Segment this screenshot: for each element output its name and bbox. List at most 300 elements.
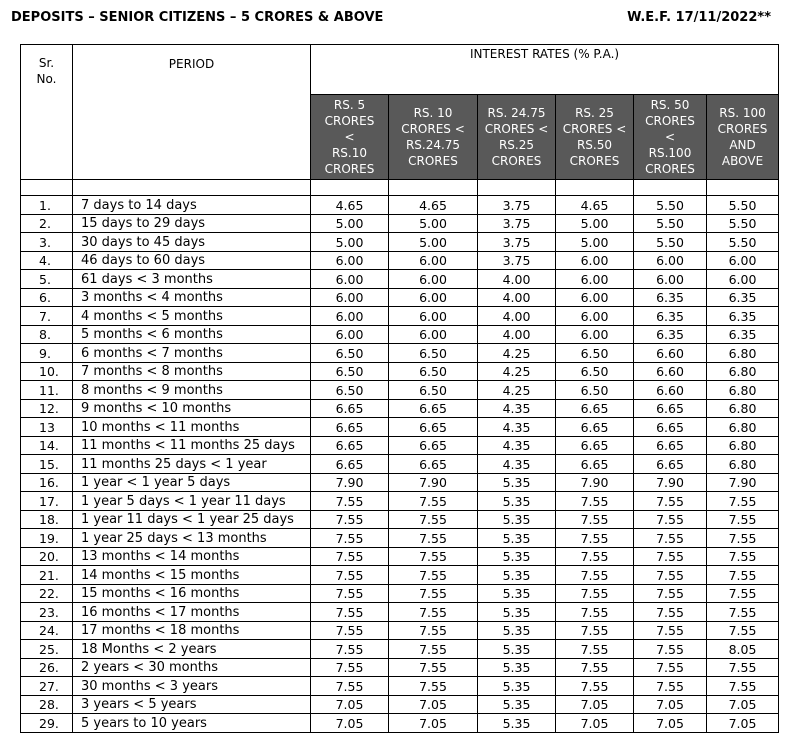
- period-cell: 16 months < 17 months: [73, 603, 311, 622]
- rate-cell: 7.55: [389, 621, 478, 640]
- rate-cell: 5.00: [389, 214, 478, 233]
- rate-cell: 6.80: [707, 455, 779, 474]
- table-body: [21, 196, 779, 733]
- rate-cell: 6.80: [707, 399, 779, 418]
- rate-cell: 7.55: [634, 677, 707, 696]
- table-row: [21, 714, 779, 733]
- rate-cell: 5.35: [478, 695, 556, 714]
- rate-cell: 7.55: [389, 677, 478, 696]
- period-cell: 61 days < 3 months: [73, 270, 311, 289]
- rate-cell: 6.00: [389, 251, 478, 270]
- rate-cell: 6.60: [634, 381, 707, 400]
- rate-cell: 7.55: [707, 510, 779, 529]
- rate-cell: 5.50: [707, 233, 779, 252]
- slab-header-line: RS. 24.75: [487, 106, 546, 120]
- interest-rates-table: [20, 44, 779, 733]
- spacer-row: [21, 180, 779, 196]
- rate-cell: 7.55: [311, 492, 389, 511]
- rate-cell: 5.35: [478, 640, 556, 659]
- rate-cell: 6.00: [634, 270, 707, 289]
- rate-cell: 6.50: [556, 381, 634, 400]
- rate-cell: 7.55: [556, 492, 634, 511]
- sr-no-cell: 23.: [21, 603, 73, 622]
- rate-cell: 7.05: [707, 695, 779, 714]
- slab-header-line: CRORES: [324, 162, 375, 176]
- rate-cell: 5.35: [478, 510, 556, 529]
- table-row: [21, 547, 779, 566]
- rate-cell: 6.65: [556, 436, 634, 455]
- rate-cell: 6.60: [634, 362, 707, 381]
- rate-cell: 7.55: [389, 584, 478, 603]
- rate-cell: 5.00: [556, 233, 634, 252]
- sr-no-cell: 16.: [21, 473, 73, 492]
- slab-header-line: AND: [729, 138, 756, 152]
- rate-cell: 7.55: [707, 584, 779, 603]
- rate-cell: 7.55: [556, 566, 634, 585]
- slab-header-line: RS.10: [331, 146, 368, 160]
- sr-no-cell: 9.: [21, 344, 73, 363]
- rate-cell: 6.65: [634, 436, 707, 455]
- period-cell: 15 months < 16 months: [73, 584, 311, 603]
- rate-cell: 4.65: [556, 196, 634, 215]
- rate-cell: 7.55: [556, 658, 634, 677]
- rate-cell: 6.35: [634, 307, 707, 326]
- table-row: [21, 473, 779, 492]
- interest-rates-header: INTEREST RATES (% P.A.): [311, 45, 779, 95]
- slab-header-line: CRORES: [491, 154, 542, 168]
- sr-no-cell: 12.: [21, 399, 73, 418]
- rate-cell: 6.80: [707, 418, 779, 437]
- rate-cell: 7.55: [707, 566, 779, 585]
- rate-cell: 5.35: [478, 473, 556, 492]
- rate-cell: 4.65: [389, 196, 478, 215]
- rate-cell: 7.55: [556, 584, 634, 603]
- table-row: [21, 492, 779, 511]
- period-cell: 11 months < 11 months 25 days: [73, 436, 311, 455]
- rate-cell: 6.35: [707, 288, 779, 307]
- rate-cell: 6.00: [311, 270, 389, 289]
- sr-no-cell: 18.: [21, 510, 73, 529]
- rate-cell: 6.65: [311, 455, 389, 474]
- table-row: [21, 233, 779, 252]
- sr-no-cell: 14.: [21, 436, 73, 455]
- rate-cell: 4.00: [478, 307, 556, 326]
- period-cell: 10 months < 11 months: [73, 418, 311, 437]
- effective-date: W.E.F. 17/11/2022**: [627, 10, 771, 25]
- rate-cell: 4.35: [478, 418, 556, 437]
- rate-cell: 5.35: [478, 529, 556, 548]
- rate-cell: 6.00: [634, 251, 707, 270]
- rate-cell: 4.65: [311, 196, 389, 215]
- rate-cell: 7.55: [556, 621, 634, 640]
- table-row: [21, 251, 779, 270]
- rate-cell: 7.05: [556, 695, 634, 714]
- sr-no-cell: 2.: [21, 214, 73, 233]
- rate-cell: 6.65: [389, 455, 478, 474]
- rate-cell: 7.55: [634, 584, 707, 603]
- table-row: [21, 621, 779, 640]
- rate-cell: 5.35: [478, 714, 556, 733]
- rate-cell: 6.00: [389, 307, 478, 326]
- rate-cell: 6.65: [634, 418, 707, 437]
- slab-header-line: CRORES: [717, 122, 768, 136]
- rate-cell: 5.35: [478, 621, 556, 640]
- rate-cell: 6.00: [311, 251, 389, 270]
- slab-header-line: RS.100: [648, 146, 692, 160]
- rate-cell: 6.00: [389, 270, 478, 289]
- rate-cell: 7.05: [707, 714, 779, 733]
- rate-cell: 7.90: [634, 473, 707, 492]
- slab-header-5: [634, 95, 707, 180]
- slab-header-6: [707, 95, 779, 180]
- slab-header-line: CRORES: [569, 154, 620, 168]
- sr-no-header: [21, 45, 73, 180]
- rate-cell: 5.00: [556, 214, 634, 233]
- rate-cell: 7.55: [707, 547, 779, 566]
- rate-cell: 4.35: [478, 399, 556, 418]
- slab-header-line: CRORES <: [401, 122, 465, 136]
- rate-cell: 7.55: [389, 658, 478, 677]
- sr-no-cell: 4.: [21, 251, 73, 270]
- rate-cell: 6.80: [707, 344, 779, 363]
- rate-cell: 6.00: [556, 307, 634, 326]
- rate-cell: 6.00: [389, 288, 478, 307]
- rate-cell: 4.00: [478, 270, 556, 289]
- sr-no-cell: 11.: [21, 381, 73, 400]
- sr-no-cell: 1.: [21, 196, 73, 215]
- rate-cell: 7.90: [556, 473, 634, 492]
- table-row: [21, 288, 779, 307]
- rate-cell: 7.55: [634, 547, 707, 566]
- rate-cell: 7.55: [389, 492, 478, 511]
- slab-header-line: CRORES <: [562, 122, 627, 136]
- sr-no-cell: 28.: [21, 695, 73, 714]
- sr-no-cell: 17.: [21, 492, 73, 511]
- rate-cell: 6.00: [707, 270, 779, 289]
- rate-cell: 7.05: [634, 714, 707, 733]
- rate-cell: 7.55: [707, 492, 779, 511]
- rate-cell: 6.65: [556, 455, 634, 474]
- rate-cell: 7.55: [556, 603, 634, 622]
- rate-cell: 5.50: [634, 196, 707, 215]
- rate-cell: 5.35: [478, 658, 556, 677]
- sr-no-cell: 19.: [21, 529, 73, 548]
- table-row: [21, 307, 779, 326]
- sr-label: Sr.: [38, 56, 55, 70]
- sr-no-cell: 10.: [21, 362, 73, 381]
- rate-cell: 6.65: [634, 455, 707, 474]
- rate-cell: 7.55: [707, 529, 779, 548]
- rate-cell: 7.55: [389, 510, 478, 529]
- rate-cell: 5.35: [478, 603, 556, 622]
- rate-cell: 4.25: [478, 344, 556, 363]
- table-row: [21, 214, 779, 233]
- sr-no-cell: 6.: [21, 288, 73, 307]
- rate-cell: 7.55: [634, 566, 707, 585]
- rate-cell: 7.05: [389, 695, 478, 714]
- table-row: [21, 566, 779, 585]
- rate-cell: 6.35: [707, 307, 779, 326]
- rate-cell: 5.35: [478, 677, 556, 696]
- rate-cell: 5.35: [478, 547, 556, 566]
- slab-header-line: CRORES: [645, 162, 695, 176]
- period-cell: 46 days to 60 days: [73, 251, 311, 270]
- rate-cell: 7.05: [311, 714, 389, 733]
- slab-header-line: CRORES: [645, 114, 695, 128]
- rate-cell: 7.55: [311, 603, 389, 622]
- period-cell: 18 Months < 2 years: [73, 640, 311, 659]
- rate-cell: 6.50: [311, 344, 389, 363]
- table-row: [21, 640, 779, 659]
- rate-cell: 4.25: [478, 381, 556, 400]
- slab-header-line: <: [664, 130, 676, 144]
- table-row: [21, 677, 779, 696]
- rate-cell: 6.65: [389, 436, 478, 455]
- rate-cell: 6.80: [707, 436, 779, 455]
- rate-cell: 6.50: [389, 344, 478, 363]
- period-cell: 8 months < 9 months: [73, 381, 311, 400]
- period-cell: 1 year 11 days < 1 year 25 days: [73, 510, 311, 529]
- rate-cell: 7.55: [556, 529, 634, 548]
- rate-cell: 7.55: [389, 603, 478, 622]
- table-row: [21, 455, 779, 474]
- rate-cell: 4.35: [478, 436, 556, 455]
- rate-cell: 6.50: [389, 362, 478, 381]
- rate-cell: 6.35: [634, 288, 707, 307]
- sr-no-cell: 24.: [21, 621, 73, 640]
- rate-cell: 7.55: [311, 510, 389, 529]
- period-cell: 3 months < 4 months: [73, 288, 311, 307]
- table-row: [21, 381, 779, 400]
- period-header: PERIOD: [73, 45, 311, 180]
- rate-cell: 7.90: [389, 473, 478, 492]
- rate-cell: 4.00: [478, 325, 556, 344]
- rate-cell: 5.35: [478, 566, 556, 585]
- sr-no-cell: 26.: [21, 658, 73, 677]
- slab-header-line: RS.50: [576, 138, 613, 152]
- period-cell: 14 months < 15 months: [73, 566, 311, 585]
- sr-no-cell: 3.: [21, 233, 73, 252]
- rate-cell: 7.55: [311, 640, 389, 659]
- rate-cell: 7.55: [311, 529, 389, 548]
- rate-cell: 6.65: [389, 399, 478, 418]
- slab-header-4: [556, 95, 634, 180]
- table-row: [21, 695, 779, 714]
- rate-cell: 7.05: [556, 714, 634, 733]
- rate-cell: 7.05: [634, 695, 707, 714]
- table-row: [21, 510, 779, 529]
- rate-cell: 7.55: [707, 677, 779, 696]
- rate-cell: 5.50: [707, 214, 779, 233]
- rate-cell: 5.00: [389, 233, 478, 252]
- rate-cell: 7.05: [311, 695, 389, 714]
- rate-cell: 4.00: [478, 288, 556, 307]
- rate-cell: 6.80: [707, 381, 779, 400]
- rate-cell: 7.55: [389, 566, 478, 585]
- slab-header-3: [478, 95, 556, 180]
- rate-cell: 7.05: [389, 714, 478, 733]
- period-cell: 5 months < 6 months: [73, 325, 311, 344]
- rate-cell: 5.35: [478, 584, 556, 603]
- slab-header-line: RS. 100: [719, 106, 766, 120]
- rate-cell: 6.00: [556, 270, 634, 289]
- period-cell: 7 months < 8 months: [73, 362, 311, 381]
- period-cell: 3 years < 5 years: [73, 695, 311, 714]
- rate-cell: 7.55: [311, 584, 389, 603]
- rate-cell: 6.65: [311, 399, 389, 418]
- sr-no-cell: 25.: [21, 640, 73, 659]
- rate-cell: 6.65: [634, 399, 707, 418]
- table-row: [21, 362, 779, 381]
- slab-header-line: CRORES: [324, 114, 375, 128]
- slab-header-line: RS.24.75: [405, 138, 461, 152]
- sr-no-cell: 22.: [21, 584, 73, 603]
- rate-cell: 6.50: [556, 344, 634, 363]
- rate-cell: 6.50: [311, 381, 389, 400]
- rate-cell: 6.35: [707, 325, 779, 344]
- rate-cell: 3.75: [478, 214, 556, 233]
- period-cell: 11 months 25 days < 1 year: [73, 455, 311, 474]
- rate-cell: 5.50: [634, 233, 707, 252]
- sr-no-cell: 8.: [21, 325, 73, 344]
- rate-cell: 7.55: [556, 547, 634, 566]
- period-cell: 4 months < 5 months: [73, 307, 311, 326]
- period-cell: 1 year 25 days < 13 months: [73, 529, 311, 548]
- rate-cell: 6.60: [634, 344, 707, 363]
- period-cell: 5 years to 10 years: [73, 714, 311, 733]
- rate-cell: 5.00: [311, 214, 389, 233]
- no-label: No.: [36, 72, 57, 86]
- rate-cell: 7.90: [707, 473, 779, 492]
- table-row: [21, 418, 779, 437]
- sr-no-cell: 27.: [21, 677, 73, 696]
- rate-cell: 6.65: [556, 399, 634, 418]
- rate-cell: 7.55: [311, 677, 389, 696]
- rate-cell: 7.55: [311, 547, 389, 566]
- rate-cell: 7.55: [311, 658, 389, 677]
- period-cell: 13 months < 14 months: [73, 547, 311, 566]
- rate-cell: 3.75: [478, 251, 556, 270]
- rate-cell: 6.65: [311, 418, 389, 437]
- slab-header-line: RS. 10: [413, 106, 453, 120]
- slab-header-line: RS. 25: [575, 106, 614, 120]
- slab-header-line: <: [344, 130, 355, 144]
- rate-cell: 7.55: [556, 510, 634, 529]
- period-cell: 9 months < 10 months: [73, 399, 311, 418]
- rate-cell: 4.25: [478, 362, 556, 381]
- sr-no-cell: 13: [21, 418, 73, 437]
- rate-cell: 6.50: [389, 381, 478, 400]
- rate-cell: 7.55: [634, 640, 707, 659]
- rate-cell: 6.50: [311, 362, 389, 381]
- slab-header-line: ABOVE: [721, 154, 764, 168]
- rate-cell: 7.90: [311, 473, 389, 492]
- rate-cell: 7.55: [634, 510, 707, 529]
- rate-cell: 6.00: [556, 325, 634, 344]
- table-row: [21, 658, 779, 677]
- table-row: [21, 584, 779, 603]
- rate-cell: 6.65: [389, 418, 478, 437]
- page-title: DEPOSITS – SENIOR CITIZENS – 5 CRORES & ABOVE: [11, 10, 384, 25]
- period-cell: 2 years < 30 months: [73, 658, 311, 677]
- rate-cell: 7.55: [311, 621, 389, 640]
- rate-cell: 6.00: [311, 325, 389, 344]
- table-row: [21, 436, 779, 455]
- sr-no-cell: 20.: [21, 547, 73, 566]
- rate-cell: 7.55: [634, 529, 707, 548]
- period-cell: 7 days to 14 days: [73, 196, 311, 215]
- table-row: [21, 603, 779, 622]
- rate-cell: 8.05: [707, 640, 779, 659]
- slab-header-line: RS. 50: [650, 98, 690, 112]
- sr-no-cell: 29.: [21, 714, 73, 733]
- table-row: [21, 270, 779, 289]
- slab-header-line: CRORES: [408, 154, 458, 168]
- period-cell: 17 months < 18 months: [73, 621, 311, 640]
- slab-header-line: RS.25: [498, 138, 535, 152]
- table-row: [21, 196, 779, 215]
- sr-no-cell: 21.: [21, 566, 73, 585]
- rate-cell: 6.00: [556, 288, 634, 307]
- rate-cell: 3.75: [478, 233, 556, 252]
- sr-no-cell: 5.: [21, 270, 73, 289]
- slab-header-line: RS. 5: [333, 98, 366, 112]
- rate-cell: 6.00: [389, 325, 478, 344]
- rate-cell: 7.55: [707, 603, 779, 622]
- rate-cell: 5.00: [311, 233, 389, 252]
- sr-no-cell: 7.: [21, 307, 73, 326]
- rate-cell: 6.50: [556, 362, 634, 381]
- slab-header-1: [311, 95, 389, 180]
- rate-cell: 5.50: [634, 214, 707, 233]
- rate-cell: 4.35: [478, 455, 556, 474]
- period-cell: 15 days to 29 days: [73, 214, 311, 233]
- table-row: [21, 325, 779, 344]
- rate-cell: 7.55: [311, 566, 389, 585]
- period-cell: 6 months < 7 months: [73, 344, 311, 363]
- rate-cell: 5.50: [707, 196, 779, 215]
- period-cell: 30 months < 3 years: [73, 677, 311, 696]
- period-cell: 30 days to 45 days: [73, 233, 311, 252]
- rate-cell: 6.00: [707, 251, 779, 270]
- rate-cell: 3.75: [478, 196, 556, 215]
- period-cell: 1 year < 1 year 5 days: [73, 473, 311, 492]
- rate-cell: 7.55: [389, 547, 478, 566]
- rate-cell: 6.35: [634, 325, 707, 344]
- table-row: [21, 529, 779, 548]
- rate-cell: 7.55: [634, 492, 707, 511]
- rate-cell: 6.00: [311, 288, 389, 307]
- rate-cell: 6.80: [707, 362, 779, 381]
- sr-no-cell: 15.: [21, 455, 73, 474]
- rate-cell: 7.55: [634, 603, 707, 622]
- rate-cell: 7.55: [556, 640, 634, 659]
- rate-cell: 7.55: [389, 529, 478, 548]
- rate-cell: 7.55: [634, 621, 707, 640]
- rate-cell: 7.55: [707, 658, 779, 677]
- table-row: [21, 344, 779, 363]
- rate-cell: 7.55: [707, 621, 779, 640]
- period-cell: 1 year 5 days < 1 year 11 days: [73, 492, 311, 511]
- rate-cell: 6.00: [311, 307, 389, 326]
- rate-cell: 7.55: [556, 677, 634, 696]
- rate-cell: 7.55: [634, 658, 707, 677]
- rate-cell: 7.55: [389, 640, 478, 659]
- rate-cell: 6.65: [311, 436, 389, 455]
- rate-cell: 5.35: [478, 492, 556, 511]
- document-header: [11, 10, 771, 28]
- slab-header-line: CRORES <: [484, 122, 549, 136]
